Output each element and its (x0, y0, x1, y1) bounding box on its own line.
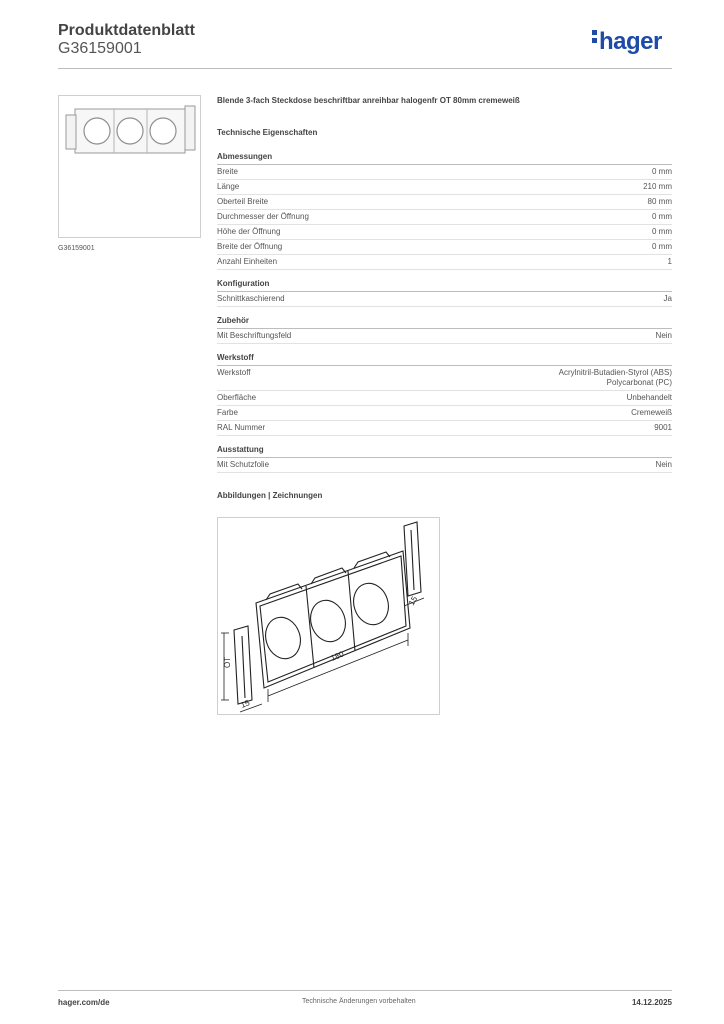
footer-date: 14.12.2025 (631, 998, 672, 1007)
section-title: Ausstattung (217, 445, 672, 458)
spec-label: Oberteil Breite (217, 197, 269, 206)
spec-row (217, 210, 672, 225)
drawing-left-label: 15 (239, 698, 252, 710)
spec-label: Höhe der Öffnung (217, 227, 281, 236)
thumbnail-caption: G36159001 (58, 245, 95, 252)
spec-label: Werkstoff (217, 368, 251, 377)
footer-website[interactable]: hager.com/de (58, 998, 110, 1007)
spec-value: Acrylnitril-Butadien-Styrol (ABS) Polycarbonat (PC) (558, 368, 672, 387)
product-code: G36159001 (58, 40, 142, 57)
spec-sections (217, 152, 672, 473)
spec-value: 0 mm (652, 227, 672, 236)
section-title: Abmessungen (217, 152, 672, 165)
spec-row (217, 255, 672, 270)
spec-value: 210 mm (643, 182, 672, 191)
spec-row (217, 421, 672, 436)
spec-row (217, 292, 672, 307)
technical-drawing (217, 517, 440, 715)
spec-value: 0 mm (652, 242, 672, 251)
logo-text: hager (599, 28, 662, 55)
drawing-width-label: 180 (329, 649, 346, 663)
spec-value: 9001 (654, 423, 672, 432)
spec-value: 0 mm (652, 167, 672, 176)
spec-row (217, 391, 672, 406)
spec-value: Unbehandelt (626, 393, 672, 402)
spec-label: Breite der Öffnung (217, 242, 283, 251)
spec-row (217, 406, 672, 421)
spec-row (217, 240, 672, 255)
spec-label: Schnittkaschierend (217, 294, 285, 303)
spec-section (217, 353, 672, 436)
spec-section (217, 445, 672, 473)
spec-label: Länge (217, 182, 240, 191)
footer-divider (58, 990, 672, 991)
spec-section (217, 152, 672, 270)
spec-label: Mit Beschriftungsfeld (217, 331, 292, 340)
spec-row (217, 329, 672, 344)
spec-value: 1 (667, 257, 672, 266)
technical-drawing-image (218, 518, 439, 714)
spec-row (217, 195, 672, 210)
drawing-height-label: OT (223, 656, 232, 668)
spec-value: 0 mm (652, 212, 672, 221)
spec-label: Anzahl Einheiten (217, 257, 278, 266)
spec-section (217, 279, 672, 307)
spec-row (217, 366, 672, 391)
product-title: Blende 3-fach Steckdose beschriftbar anreihbar halogenfr OT 80mm cremeweiß (217, 96, 520, 105)
spec-value: Cremeweiß (631, 408, 672, 417)
spec-value: Ja (663, 294, 672, 303)
product-thumbnail-image (59, 96, 200, 237)
spec-row (217, 225, 672, 240)
spec-row (217, 458, 672, 473)
footer-disclaimer: Technische Änderungen vorbehalten (302, 998, 416, 1005)
spec-label: RAL Nummer (217, 423, 266, 432)
tech-heading: Technische Eigenschaften (217, 128, 318, 137)
page-title: Produktdatenblatt (58, 22, 195, 39)
spec-label: Mit Schutzfolie (217, 460, 270, 469)
section-title: Werkstoff (217, 353, 672, 366)
spec-label: Breite (217, 167, 238, 176)
drawing-right-label: 15 (406, 594, 420, 607)
hager-logo (592, 28, 662, 56)
section-title: Zubehör (217, 316, 672, 329)
logo-dots-icon (592, 30, 598, 46)
spec-value: 80 mm (647, 197, 672, 206)
figures-heading: Abbildungen | Zeichnungen (217, 491, 323, 500)
spec-value: Nein (655, 331, 672, 340)
spec-row (217, 180, 672, 195)
product-thumbnail (58, 95, 201, 238)
spec-value: Nein (655, 460, 672, 469)
spec-label: Oberfläche (217, 393, 257, 402)
spec-section (217, 316, 672, 344)
spec-content (217, 96, 672, 501)
spec-row (217, 165, 672, 180)
spec-label: Durchmesser der Öffnung (217, 212, 309, 221)
section-title: Konfiguration (217, 279, 672, 292)
spec-label: Farbe (217, 408, 238, 417)
header-divider (58, 68, 672, 69)
